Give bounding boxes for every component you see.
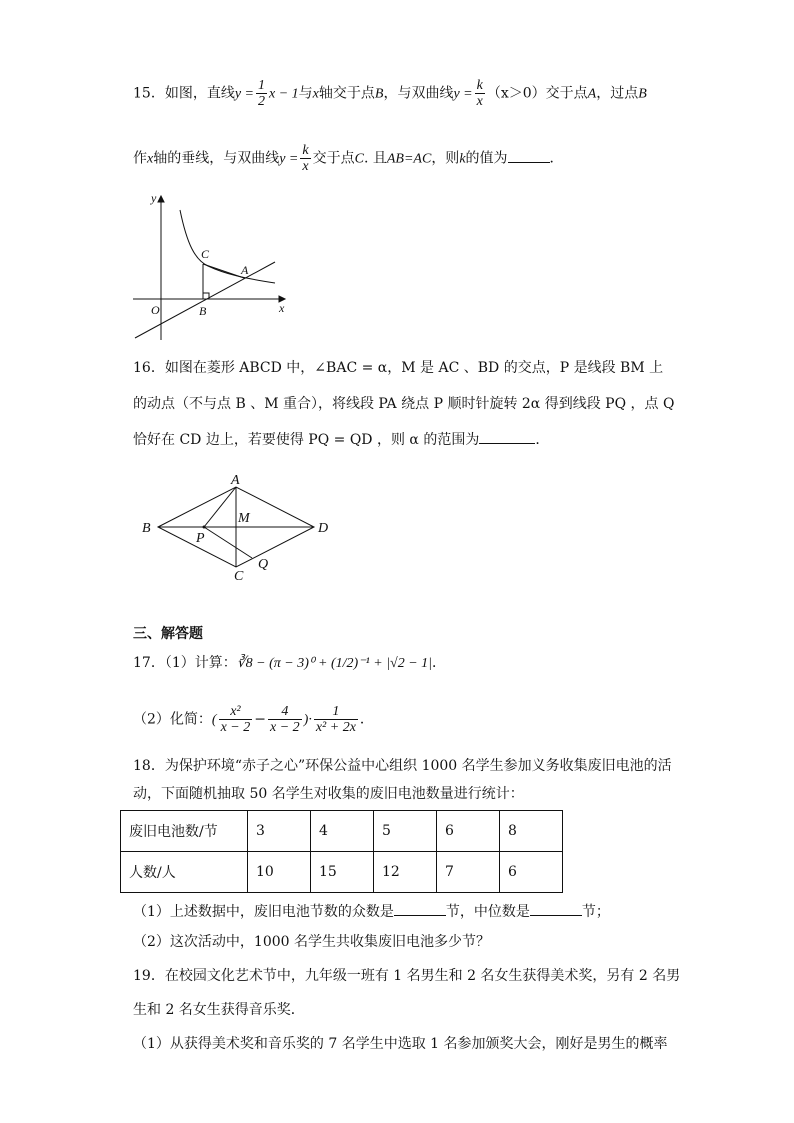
q17-text: 17．（1）计算： [133, 655, 237, 671]
q15-text: 与 [298, 85, 313, 102]
label-m: M [238, 511, 250, 526]
q18-line-1: 18．为保护环境“赤子之心”环保公益中心组织 1000 名学生参加义务收集废旧电池的活 [133, 758, 672, 774]
q17-frac2: $\frac{4}{x - 2}$ [270, 704, 300, 735]
q18-table [120, 810, 563, 893]
label-a: A [231, 473, 240, 488]
q18-line-2: 动，下面随机抽取 50 名学生对收集的废旧电池数量进行统计： [133, 786, 524, 802]
q17-expression: ∛8 − (π − 3)⁰ + (1/2)⁻¹ + |√2 − 1| [236, 656, 433, 671]
q15-var-x: x [312, 86, 319, 102]
q15-text: 的值为 [465, 150, 508, 167]
label-b: B [199, 304, 207, 318]
q18-text: 节； [581, 904, 610, 920]
y-axis-arrow [158, 196, 164, 202]
table-cell: 人数/人 [121, 852, 248, 893]
segment-pq [204, 527, 252, 558]
q15-text: 交于点 [312, 150, 355, 167]
q15-text: 交于点 [545, 85, 588, 102]
q18-mode-blank[interactable] [394, 903, 446, 916]
q17-part-2 [133, 704, 374, 735]
q17-frac3: $\frac{1}{\text{x² + 2x}}$ [315, 704, 356, 735]
table-cell: 4 [311, 811, 374, 852]
q17-text: ． [359, 711, 374, 728]
label-p: P [196, 531, 205, 546]
q15-text: 轴交于点 [318, 85, 375, 102]
q16-line-3 [133, 430, 549, 450]
q16-text: ． [535, 432, 550, 448]
q15-eq1: y = [234, 86, 254, 102]
q15-text: ，过点 [596, 85, 639, 102]
q18-text: 节，中位数是 [445, 904, 530, 920]
table-cell: 5 [374, 811, 437, 852]
label-d: D [318, 521, 329, 536]
q15-frac2: $\frac{k}{x}$ [476, 78, 483, 109]
q15-text: ． [549, 150, 564, 167]
q15-point-b: B [374, 86, 384, 102]
q17-frac1: $\frac{\text{x²}}{x - 2}$ [220, 704, 251, 735]
q16-line-1: 16．如图在菱形 ABCD 中，∠BAC = α，M 是 AC 、BD 的交点，P 是线段 BM 上 [133, 360, 664, 376]
q15-condition-ab-ac: AB=AC [386, 151, 432, 167]
q15-text: . 且 [363, 150, 387, 167]
q18-text: （1）上述数据中，废旧电池节数的众数是 [133, 904, 394, 920]
label-c: C [234, 569, 244, 582]
table-cell: 15 [311, 852, 374, 893]
q15-text: ，与双曲线 [383, 85, 454, 102]
q15-frac3: $\frac{k}{x}$ [302, 143, 309, 174]
q16-figure [138, 472, 338, 582]
line-ab [135, 262, 275, 338]
point-p-dot [203, 526, 206, 529]
q15-eq2: y = [453, 86, 473, 102]
q15-var-k: k [459, 151, 466, 167]
q18-median-blank[interactable] [530, 903, 582, 916]
q17-paren: )· [303, 712, 312, 728]
q17-minus: − [254, 711, 266, 728]
segment-pa [204, 487, 236, 527]
label-q: Q [258, 557, 269, 572]
label-x: x [279, 301, 285, 315]
q16-text: 恰好在 CD 边上，若要使得 PQ = QD ，则 α 的范围为 [133, 432, 480, 448]
q15-var-x: x [147, 151, 154, 167]
q15-number: 15．如图，直线 [133, 85, 235, 102]
q15-eq3: y = [279, 151, 299, 167]
table-cell: 废旧电池数/节 [121, 811, 248, 852]
label-a: A [241, 263, 249, 277]
q15-answer-blank[interactable] [508, 150, 550, 163]
q15-eq1-tail: x − 1 [269, 86, 299, 102]
table-cell: 3 [248, 811, 311, 852]
q19-line-2: 生和 2 名女生获得音乐奖． [133, 1002, 305, 1018]
q15-line-1 [133, 78, 647, 109]
q15-point-c: C [354, 151, 364, 167]
q17-text: （2）化简： [133, 711, 212, 728]
q17-part-1 [133, 653, 446, 674]
label-c: C [201, 247, 210, 261]
label-b: B [142, 521, 151, 536]
table-cell: 6 [500, 852, 563, 893]
table-cell: 8 [500, 811, 563, 852]
q15-point-b: B [638, 86, 647, 102]
section-heading: 三、解答题 [133, 626, 203, 642]
q15-text: ，则 [431, 150, 460, 167]
q16-answer-blank[interactable] [479, 431, 535, 444]
q19-line-1: 19．在校园文化艺术节中，九年级一班有 1 名男生和 2 名女生获得美术奖，另有 2 名男 [133, 968, 681, 984]
table-row [121, 852, 563, 893]
q15-point-a: A [587, 86, 597, 102]
q16-line-2: 的动点（不与点 B 、M 重合），将线段 PA 绕点 P 顺时针旋转 2α 得到线段 PQ ，点 Q [133, 396, 675, 412]
q19-line-3: （1）从获得美术奖和音乐奖的 7 名学生中选取 1 名参加颁奖大会，刚好是男生的概率 [133, 1036, 668, 1052]
table-cell: 10 [248, 852, 311, 893]
q15-text: 作 [133, 150, 147, 167]
segment-ca [203, 264, 244, 278]
q15-figure [125, 192, 295, 342]
q15-text: 轴的垂线，与双曲线 [153, 150, 280, 167]
label-o: O [151, 303, 160, 317]
q17-text: ． [432, 655, 447, 671]
label-y: y [151, 192, 157, 205]
q15-frac1: $\frac{1}{2}$ [258, 78, 265, 109]
table-row [121, 811, 563, 852]
q17-paren: ( [211, 712, 217, 728]
q18-subq-2: （2）这次活动中，1000 名学生共收集废旧电池多少节？ [133, 934, 490, 950]
table-cell: 12 [374, 852, 437, 893]
q18-subq-1 [133, 902, 610, 922]
table-cell: 6 [437, 811, 500, 852]
q15-line-2 [133, 143, 564, 174]
table-cell: 7 [437, 852, 500, 893]
q15-condition: （x＞0） [486, 85, 546, 102]
